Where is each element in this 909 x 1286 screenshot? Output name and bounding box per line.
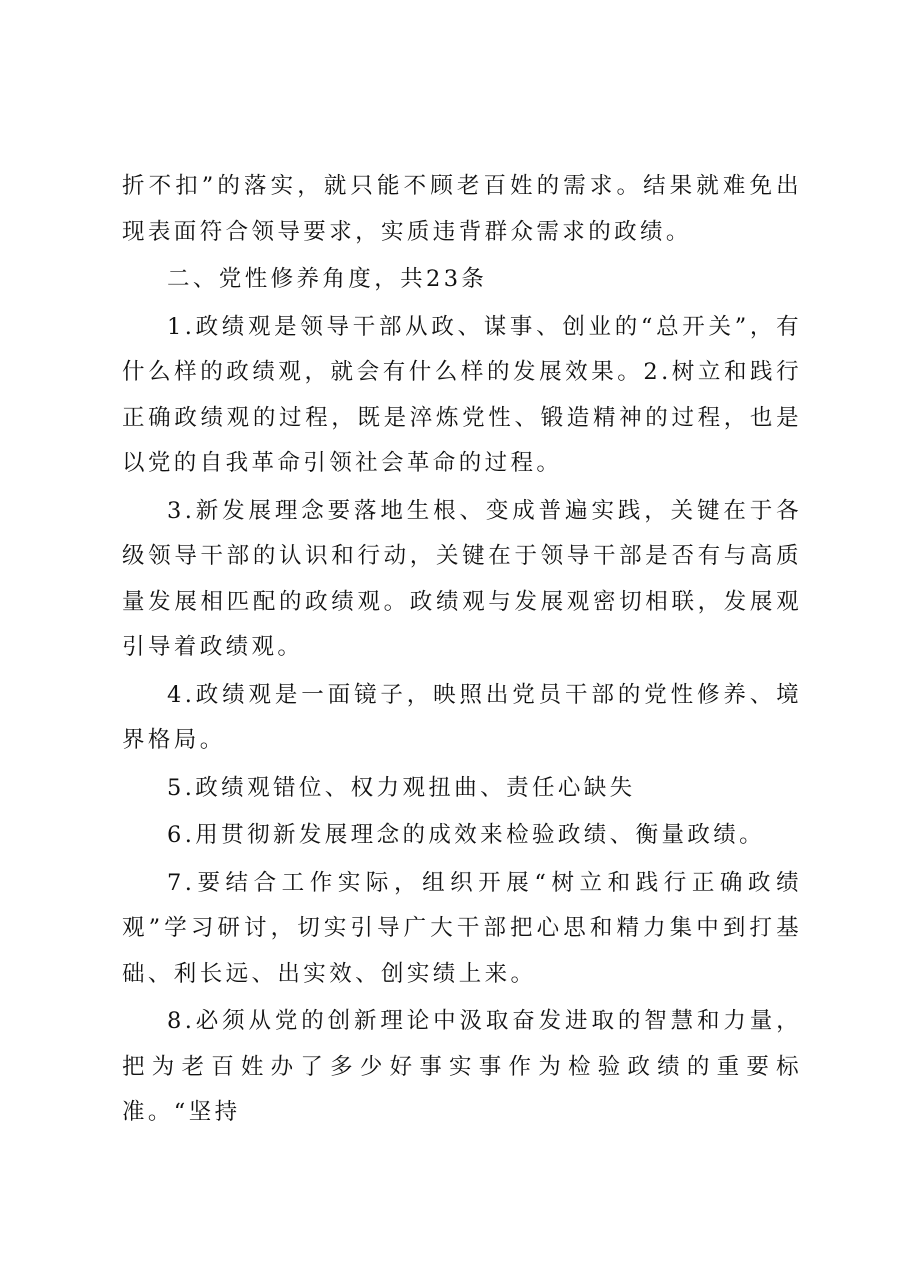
section-heading: 二、党性修养角度，共23条	[167, 266, 488, 292]
list-item: 6.用贯彻新发展理念的成效来检验政绩、衡量政绩。	[167, 822, 766, 848]
list-item: 4.政绩观是一面镜子，映照出党员干部的党性修养、境界格局。	[122, 681, 802, 753]
list-item: 5.政绩观错位、权力观扭曲、责任心缺失	[167, 774, 636, 801]
paragraph-continuation: 折不扣”的落实，就只能不顾老百姓的需求。结果就难免出现表面符合领导要求，实质违背群众需求的政绩。	[122, 173, 802, 245]
list-item: 8.必须从党的创新理论中汲取奋发进取的智慧和力量，把为老百姓办了多少好事实事作为检验政绩的重要标准。“坚持	[122, 1008, 802, 1125]
list-item: 1.政绩观是领导干部从政、谋事、创业的“总开关”，有什么样的政绩观，就会有什么样的发展效果。2.树立和践行正确政绩观的过程，既是淬炼党性、锻造精神的过程，也是以党的自我革命引领社会革命的过程。	[122, 313, 802, 476]
document-body	[122, 164, 802, 1138]
list-item: 3.新发展理念要落地生根、变成普遍实践，关键在于各级领导干部的认识和行动，关键在于领导干部是否有与高质量发展相匹配的政绩观。政绩观与发展观密切相联，发展观引导着政绩观。	[122, 497, 802, 660]
list-item: 7.要结合工作实际，组织开展“树立和践行正确政绩观”学习研讨，切实引导广大干部把心思和精力集中到打基础、利长远、出实效、创实绩上来。	[122, 869, 802, 987]
